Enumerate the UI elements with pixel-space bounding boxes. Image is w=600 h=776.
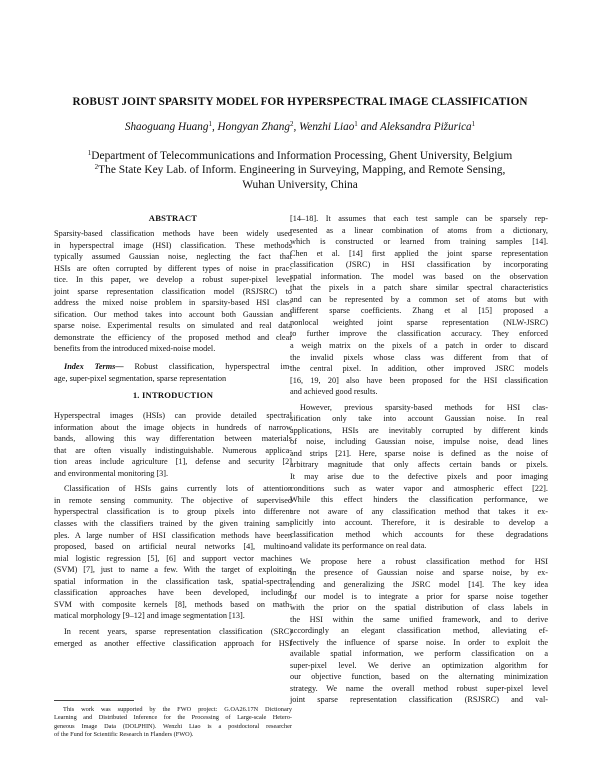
- intro-paragraph: [54, 410, 292, 479]
- text-line: [16, 19, 20] also have been proposed for the HSI classification: [290, 375, 548, 385]
- text-line: We propose here a robust classification method for HSI: [300, 556, 548, 566]
- text-line: a weigh matrix on the pixels of a patch in order to discard: [290, 341, 548, 351]
- text-line: and achieved good results.: [290, 387, 378, 397]
- text-line: ples. A large number of HSI classification methods have been: [54, 530, 292, 540]
- body-paragraph: [290, 402, 548, 552]
- text-line: super-pixel level. We derive an optimization algorithm for: [290, 660, 548, 670]
- text-line: accordingly an elegant classification method, alleviating ef-: [290, 626, 548, 636]
- text-line: It may arise due to the defective pixels and poor imaging: [290, 472, 548, 482]
- author: Shaoguang Huang$^1$,: [124, 120, 218, 133]
- text-line: In recent years, sparse representation classification (SRC): [64, 626, 292, 636]
- text-line: (SVM) [7], just to name a few. With the target of exploiting: [54, 565, 292, 575]
- right-column: [290, 213, 548, 706]
- text-line: Chen et al. [14] first applied the joint sparse representation: [290, 248, 548, 258]
- text-line: However, previous sparsity-based methods for HSI clas-: [300, 402, 548, 412]
- text-line: HSIs are often corrupted by different types of noise in prac-: [54, 263, 292, 273]
- text-line: to further improve the classification accuracy. They enforced: [290, 329, 548, 339]
- text-line: tice. In this paper, we develop a robust super-pixel level: [54, 275, 292, 285]
- text-line: our objective function, based on the alternating minimization: [290, 672, 548, 682]
- text-line: of our model is to integrate a prior for sparse noise together: [290, 591, 548, 601]
- footnote-line: Learning and Distributed Inference for the Processing of Large-scale Hetero-: [54, 714, 292, 722]
- text-line: classification approaches have been developed, including: [54, 588, 292, 598]
- text-line: SVM with composite kernels [8], methods based on math-: [54, 599, 292, 609]
- affiliation-line: $^1$Department of Telecommunications and Information Processing, Ghent University, Belgium: [87, 149, 513, 162]
- text-line: which is constructed or learned from training samples [14].: [290, 237, 548, 247]
- author: Aleksandra Pižurica$^1$: [379, 120, 476, 133]
- abstract-heading: ABSTRACT: [148, 213, 198, 223]
- text-line: matical morphology [9–12] and image segmentation [13].: [54, 611, 245, 621]
- text-line: in hyperspectral image (HSI) classification. These methods: [54, 240, 292, 250]
- text-line: the HSI within the same unified framework, and to derive: [290, 614, 548, 624]
- left-column: [54, 213, 292, 649]
- text-line: Hyperspectral images (HSIs) can provide detailed spectral: [54, 411, 292, 421]
- text-line: mial logistic regression [5], [6] and support vector machines: [54, 553, 292, 563]
- text-line: nonlocal weighted joint sparse representation (NLW-JSRC): [290, 317, 548, 327]
- funding-footnote: [54, 700, 292, 740]
- text-line: in the presence of Gaussian noise and sparse noise, by ex-: [290, 568, 548, 578]
- text-line: tion areas include agriculture [1], defense and security [2]: [54, 457, 292, 467]
- text-line: and can be represented by a common set of atoms but with: [290, 294, 548, 304]
- author: Hongyan Zhang$^2$,: [217, 120, 300, 133]
- footnote-rule: [54, 700, 134, 701]
- text-line: demonstrate the efficiency of the proposed method and clear: [54, 332, 292, 342]
- text-line: Classification of HSIs gains currently lots of attention: [64, 484, 292, 494]
- text-line: joint sparse representation classification (RSJSRC) and val-: [290, 695, 548, 705]
- text-line: [14–18]. It assumes that each test sample can be sparsely rep-: [290, 214, 548, 223]
- text-line: fectively the influence of sparse noise. In order to exploit the: [290, 637, 548, 647]
- body-paragraph: [290, 213, 548, 398]
- text-line: classification (JSRC) in HSI classification by incorporating: [290, 260, 548, 270]
- text-line: conditions such as water vapor and atmospheric effect [22].: [290, 483, 548, 493]
- text-line: different sparse coefficients. Zhang et al [15] proposed a: [290, 306, 548, 316]
- intro-paragraph: [54, 626, 292, 649]
- text-line: strategy. We name the overall method robust super-pixel level: [290, 683, 548, 693]
- text-line: that the pixels in a patch share similar spectral characteristics: [290, 283, 548, 293]
- footnote-line: of the Fund for Scientific Research in Flanders (FWO).: [54, 731, 194, 739]
- text-line: available spatial information, we perform classification on a: [290, 649, 548, 659]
- text-line: address the mixed noise problem in sparsity-based HSI clas-: [54, 298, 292, 308]
- body-paragraph: [290, 556, 548, 706]
- text-line: tending and generalizing the JSRC model [14]. The key idea: [290, 579, 548, 589]
- text-line: information about the image objects in hundreds of narrow: [54, 422, 292, 432]
- text-line: typically assumed Gaussian noise, neglecting the fact that: [54, 252, 292, 262]
- text-line: the invalid pixels whose class was different from that of: [290, 352, 548, 362]
- text-line: resented as a linear combination of atoms from a dictionary,: [290, 225, 548, 235]
- text-line: classification method which accounts for these degradations: [290, 529, 548, 539]
- footnote-line: geneous Image Data (DOLPHIN). Wenzhi Liao is a postdoctoral researcher: [54, 722, 292, 730]
- intro-paragraph: [54, 483, 292, 622]
- index-terms: [54, 361, 292, 384]
- text-line: applications, HSIs are inevitably corrupted by different kinds: [290, 425, 548, 435]
- author-list: [20, 121, 580, 133]
- text-line: proposed, based on artificial neural networks [4], multino-: [54, 542, 292, 552]
- text-line: spatial information in the classification task, spatial-spectral: [54, 576, 292, 586]
- introduction-heading: 1. INTRODUCTION: [132, 390, 214, 401]
- text-line: sification. Our method takes into account both Gaussian and: [54, 309, 292, 319]
- text-line: that are often visually indistinguishable. Numerous applica-: [54, 445, 292, 455]
- index-terms-label: Index Terms—: [64, 362, 124, 372]
- text-line: classes with the classifiers trained by the given training sam-: [54, 519, 292, 529]
- text-line: and validate its performance on real data.: [290, 541, 427, 551]
- text-line: Index Terms— Robust classification, hyperspectral im-: [64, 362, 292, 372]
- footnote-line: This work was supported by the FWO project: G.OA26.17N Dictionary: [63, 706, 292, 713]
- text-line: the central pixel. In addition, other improved JSRC models: [290, 364, 548, 374]
- text-line: and strips [21]. Here, sparse noise is defined as the noise of: [290, 448, 548, 458]
- text-line: bands, allowing this way differentation between materials: [54, 434, 292, 444]
- text-line: Sparsity-based classification methods have been widely used: [54, 229, 292, 238]
- text-line: with the prior on the spatial distribution of class labels in: [290, 603, 548, 613]
- abstract-body: [54, 228, 292, 355]
- text-line: arbitrary magnitude that only affects certain bands or pixels.: [290, 460, 548, 470]
- text-line: While this effect hinders the classification performance, we: [290, 495, 548, 505]
- author: Wenzhi Liao$^1$ and: [299, 120, 380, 133]
- text-line: in remote sensing community. The objective of supervised: [54, 495, 292, 505]
- text-line: plicitly into account. Therefore, it is desirable to develop a: [290, 518, 548, 528]
- text-line: hyperspectral classification is to group pixels into different: [54, 507, 292, 517]
- text-line: sparse noise. Experimental results on simulated and real data: [54, 321, 292, 331]
- text-line: benefits from the introduced mixed-noise model.: [54, 344, 216, 354]
- affiliation-line: Wuhan University, China: [242, 178, 358, 191]
- text-line: spatial information. The model was based on the observation: [290, 271, 548, 281]
- text-line: emerged as another effective classification approach for HSI: [54, 638, 292, 648]
- paper-title: ROBUST JOINT SPARSITY MODEL FOR HYPERSPECTRAL IMAGE CLASSIFICATION: [72, 96, 528, 108]
- affiliation-line: $^2$The State Key Lab. of Inform. Engineering in Surveying, Mapping, and Remote Sensing,: [94, 163, 506, 177]
- text-line: and environmental monitoring [3].: [54, 468, 169, 478]
- text-line: joint sparse representation classification model (RSJSRC) to: [54, 286, 292, 296]
- text-line: are not aware of any classification method that takes it ex-: [290, 506, 548, 516]
- text-line: sification only take into account Gaussian noise. In real: [290, 414, 548, 424]
- text-line: age, super-pixel segmentation, sparse representation: [54, 373, 227, 383]
- text-line: of noise, including Gaussian noise, impulse noise, dead lines: [290, 437, 548, 447]
- affiliations: [20, 149, 580, 192]
